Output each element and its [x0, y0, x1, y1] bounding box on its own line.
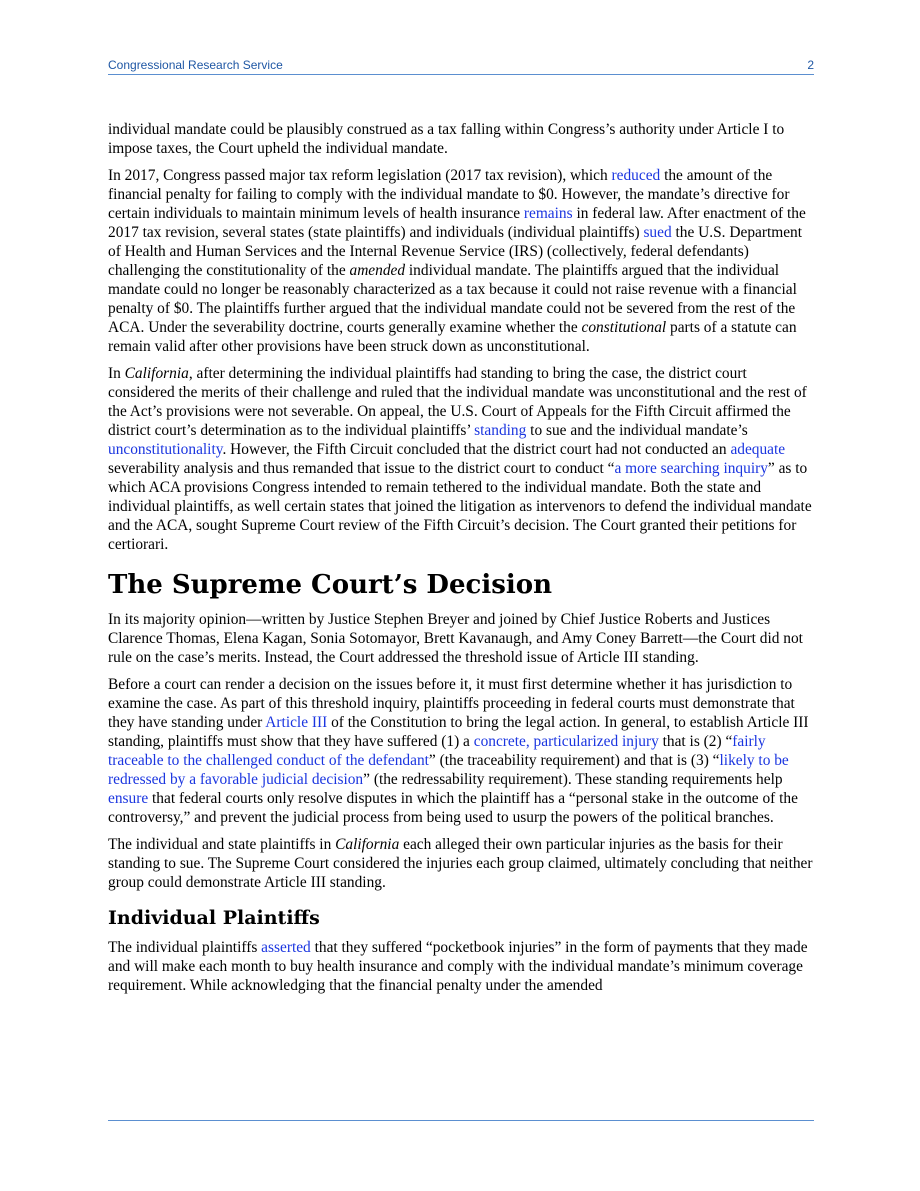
text-run: each alleged their own particular injuries as the basis for their standing to sue. The Supreme Court considered the injuries each group claimed, ultimately concluding that neither group could demonstrate Article III standing. — [108, 836, 813, 891]
link-standing[interactable]: standing — [474, 422, 527, 439]
link-remains[interactable]: remains — [523, 205, 573, 222]
subsection-heading: Individual Plaintiffs — [108, 907, 320, 929]
paragraph-4 — [108, 610, 814, 667]
text-run: . However, the Fifth Circuit concluded that the district court had not conducted an — [222, 441, 731, 458]
text-run: individual mandate could be plausibly construed as a tax falling within Congress’s authority under Article I to impose taxes, the Court upheld the individual mandate. — [108, 121, 785, 157]
text-run: ” as to which ACA provisions Congress intended to remain tethered to the individual mandate. Both the state and individual plaintiffs, as well certain states that joined the litigation as intervenors to defend the individual mandate and the ACA, sought Supreme Court review of the Fifth Circuit’s decision. The Court granted their petitions for certiorari. — [108, 460, 812, 553]
italic-case-name: California — [335, 836, 400, 853]
text-run: that is (2) “ — [658, 733, 733, 750]
section-heading: The Supreme Court’s Decision — [108, 570, 552, 600]
text-run: In 2017, Congress passed major tax reform legislation (2017 tax revision), which — [108, 167, 612, 184]
link-more-searching-inquiry[interactable]: a more searching inquiry — [614, 460, 768, 477]
link-article-iii[interactable]: Article III — [265, 714, 328, 731]
footer-divider — [108, 1120, 814, 1121]
link-ensure[interactable]: ensure — [108, 790, 149, 807]
paragraph-1 — [108, 120, 814, 158]
text-run: In its majority opinion—written by Justice Stephen Breyer and joined by Chief Justice Roberts and Justices Clarence Thomas, Elena Kagan, Sonia Sotomayor, Brett Kavanaugh, and Amy Coney Barrett—the Court did not rule on the case’s merits. Instead, the Court addressed the threshold issue of Article III standing. — [108, 611, 803, 666]
text-run: the U.S. Department of Health and Human Services and the Internal Revenue Service (IRS) (collectively, federal defendants) challenging the constitutionality of the — [108, 224, 803, 279]
link-fairly-traceable[interactable]: fairly traceable to the challenged conduct of the defendant — [108, 733, 766, 769]
text-run: ” (the traceability requirement) and that is (3) “ — [428, 752, 720, 769]
link-adequate[interactable]: adequate — [730, 441, 786, 458]
text-run: to sue and the individual mandate’s — [526, 422, 748, 439]
text-run: The individual and state plaintiffs in — [108, 836, 336, 853]
text-run: Before a court can render a decision on the issues before it, it must first determine whether it has jurisdiction to examine the case. As part of this threshold inquiry, plaintiffs proceeding in federal courts must demonstrate that they have standing under — [108, 676, 795, 731]
italic-amended: amended — [349, 262, 406, 279]
header-divider — [108, 74, 814, 75]
paragraph-3 — [108, 364, 814, 554]
text-run: parts of a statute can remain valid after other provisions have been struck down as unconstitutional. — [108, 319, 797, 355]
document-body — [108, 120, 814, 1003]
text-run: ” (the redressability requirement). These standing requirements help — [363, 771, 783, 788]
link-sued[interactable]: sued — [643, 224, 672, 241]
link-concrete-particularized-injury[interactable]: concrete, particularized injury — [473, 733, 659, 750]
italic-constitutional: constitutional — [581, 319, 667, 336]
page-number: 2 — [807, 58, 814, 72]
running-header — [108, 58, 814, 72]
text-run: individual mandate. The plaintiffs argued that the individual mandate could no longer be reasonably characterized as a tax because it could not raise revenue with a financial penalty of $0. The plaintiffs further argued that the individual mandate could not be severed from the rest of the ACA. Under the severability doctrine, courts generally examine whether the — [108, 262, 797, 336]
text-run: , after determining the individual plaintiffs had standing to bring the case, the district court considered the merits of their challenge and ruled that the individual mandate was unconstitutional and the rest of the Act’s provisions were not severable. On appeal, the U.S. Court of Appeals for the Fifth Circuit affirmed the district court’s determination as to the individual plaintiffs’ — [108, 365, 807, 439]
text-run: The individual plaintiffs — [108, 939, 262, 956]
link-asserted[interactable]: asserted — [261, 939, 311, 956]
text-run: In — [108, 365, 125, 382]
italic-case-name: California — [124, 365, 189, 382]
text-run: that federal courts only resolve disputes in which the plaintiff has a “personal stake in the outcome of the controversy,” and prevent the judicial process from being used to usurp the powers of the political branches. — [108, 790, 798, 826]
text-run: in federal law. After enactment of the 2017 tax revision, several states (state plaintiffs) and individuals (individual plaintiffs) — [108, 205, 806, 241]
text-run: severability analysis and thus remanded that issue to the district court to conduct “ — [108, 460, 615, 477]
text-run: that they suffered “pocketbook injuries” in the form of payments that they made and will make each month to buy health insurance and comply with the individual mandate’s minimum coverage requirement. While acknowledging that the financial penalty under the amended — [108, 939, 808, 994]
paragraph-5 — [108, 675, 814, 827]
text-run: the amount of the financial penalty for failing to comply with the individual mandate to $0. However, the mandate’s directive for certain individuals to maintain minimum levels of health insurance — [108, 167, 790, 222]
text-run: of the Constitution to bring the legal action. In general, to establish Article III standing, plaintiffs must show that they have suffered (1) a — [108, 714, 809, 750]
header-org-name: Congressional Research Service — [108, 58, 283, 72]
paragraph-6 — [108, 835, 814, 892]
paragraph-2 — [108, 166, 814, 356]
link-likely-redressed[interactable]: likely to be redressed by a favorable judicial decision — [108, 752, 789, 788]
link-unconstitutionality[interactable]: unconstitutionality — [108, 441, 223, 458]
link-reduced[interactable]: reduced — [611, 167, 661, 184]
paragraph-7 — [108, 938, 814, 995]
